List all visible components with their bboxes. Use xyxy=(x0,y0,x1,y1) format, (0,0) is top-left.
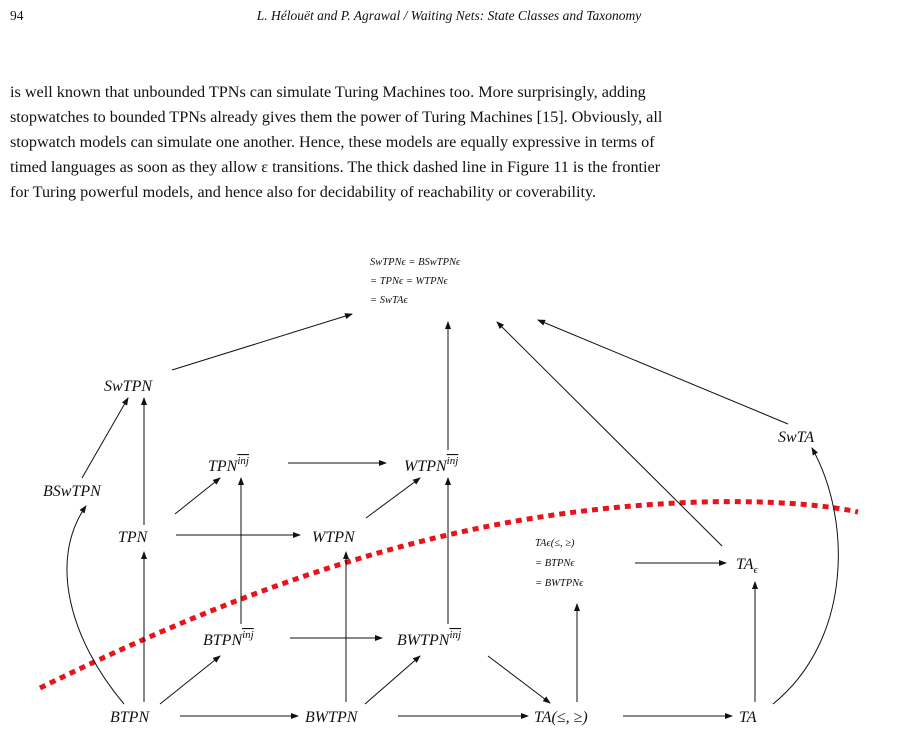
arrow-wtpn-wtpninj xyxy=(366,478,420,518)
btpn-inj-sup: inj xyxy=(242,629,254,641)
body-line-1: is well known that unbounded TPNs can simulate Turing Machines too. More surprisingly, adding xyxy=(10,83,646,101)
node-swtpn: SwTPN xyxy=(104,378,153,395)
node-swta: SwTA xyxy=(778,429,815,446)
tpn-inj-label: TPN xyxy=(208,458,238,475)
wtpn-inj-sup: inj xyxy=(446,455,459,467)
ta-eps-group-line-3: = BWTPNϵ xyxy=(535,578,584,589)
body-line-2: stopwatches to bounded TPNs already gives them the power of Turing Machines [15]. Obviously, all xyxy=(10,108,663,126)
node-ta-leq: TA(≤, ≥) xyxy=(534,709,588,726)
bwtpn-inj-sup: inj xyxy=(449,629,462,641)
btpn-inj-label: BTPN xyxy=(203,632,243,649)
ta-eps-group-line-2: = BTPNϵ xyxy=(535,558,575,569)
node-btpn-inj xyxy=(203,629,254,649)
top-node-line-2: = TPNϵ = WTPNϵ xyxy=(370,276,448,287)
ta-eps-label: TA xyxy=(736,556,754,573)
node-tpn: TPN xyxy=(118,529,148,546)
arrows xyxy=(67,314,838,716)
node-bwtpn: BWTPN xyxy=(305,709,358,726)
node-ta-eps xyxy=(736,556,758,576)
node-tpn-inj xyxy=(208,455,249,475)
node-ta: TA xyxy=(739,709,757,726)
node-bwtpn-inj xyxy=(397,629,461,649)
arrow-btpn-btpninj xyxy=(160,656,220,704)
arrow-swtpn-top xyxy=(172,314,352,370)
top-node-line-3: = SwTAϵ xyxy=(370,295,408,306)
arrow-bwtpn-bwtpninj xyxy=(365,656,420,704)
node-btpn: BTPN xyxy=(110,709,150,726)
running-title: L. Hélouët and P. Agrawal / Waiting Nets: State Classes and Taxonomy xyxy=(256,8,642,23)
node-wtpn-inj xyxy=(404,455,458,475)
node-wtpn: WTPN xyxy=(312,529,355,546)
arrow-bwtpninj-taleq xyxy=(488,656,550,703)
arrow-btpn-bswtpn xyxy=(67,506,124,704)
ta-eps-sub: ϵ xyxy=(753,564,758,576)
arrow-ta-swta xyxy=(773,448,838,704)
node-bswtpn: BSwTPN xyxy=(43,483,101,500)
body-line-5: for Turing powerful models, and hence also for decidability of reachability or coverability. xyxy=(10,183,597,201)
wtpn-inj-label: WTPN xyxy=(404,458,447,475)
tpn-inj-sup: inj xyxy=(237,455,249,467)
arrow-taeps-top xyxy=(497,322,722,546)
arrow-tpn-tpninj xyxy=(175,478,220,514)
ta-eps-group-line-1: TAϵ(≤, ≥) xyxy=(535,538,575,549)
bwtpn-inj-label: BWTPN xyxy=(397,632,450,649)
turing-frontier-dashed-line xyxy=(40,502,858,688)
arrow-swta-top xyxy=(538,320,788,424)
body-line-3: stopwatch models can simulate one another. Hence, these models are equally expressive in terms of xyxy=(10,133,655,151)
body-line-4: timed languages as soon as they allow ε transitions. The thick dashed line in Figure 11 is the frontier xyxy=(10,158,661,176)
top-node-line-1: SwTPNϵ = BSwTPNϵ xyxy=(370,257,461,268)
page-number: 94 xyxy=(10,8,24,23)
arrow-bswtpn-swtpn xyxy=(82,398,128,478)
